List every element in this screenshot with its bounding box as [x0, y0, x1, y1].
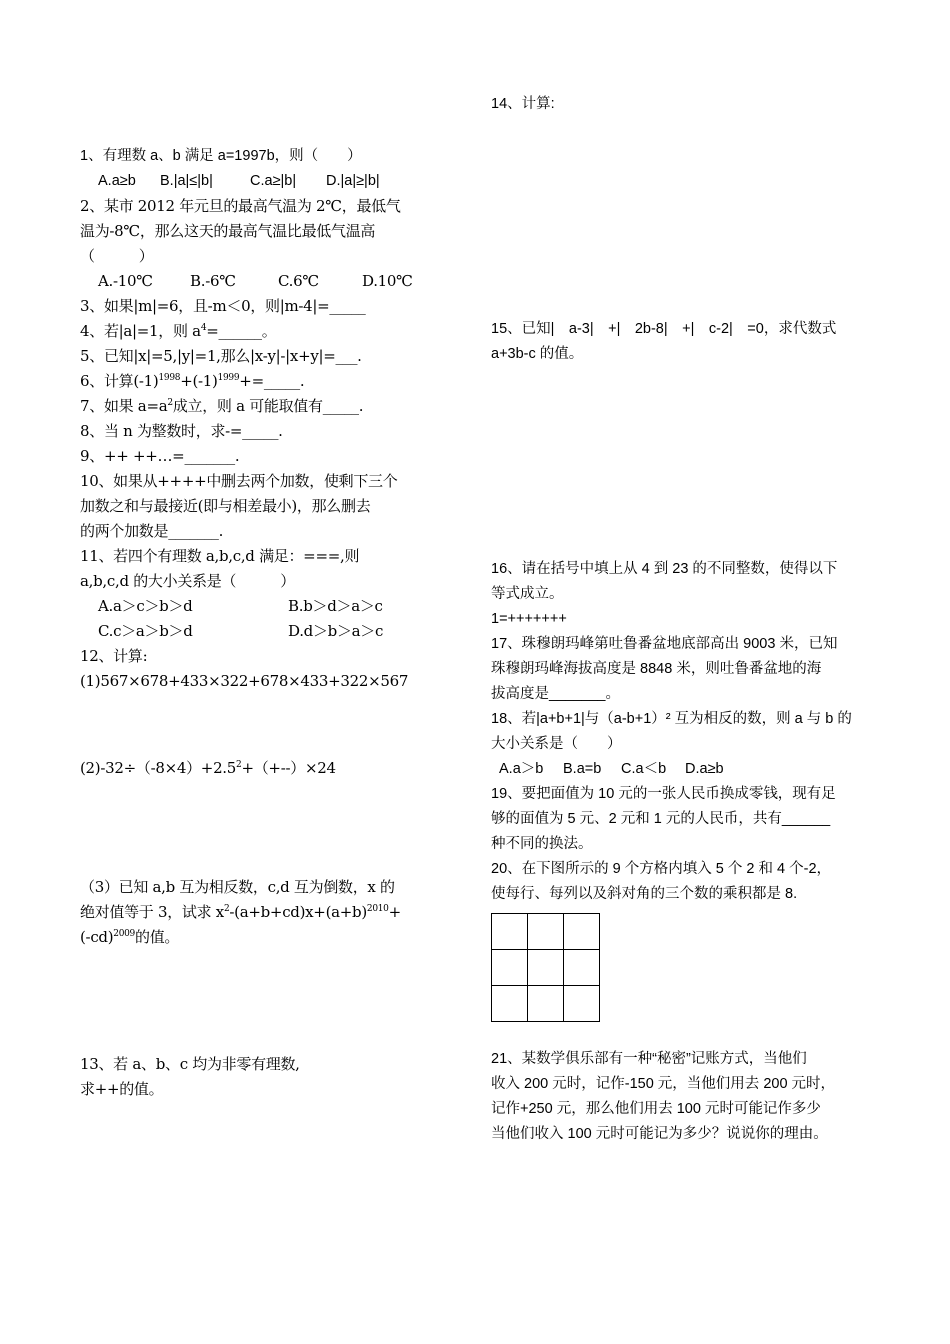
question-13-line-1: 13、若 a、b、c 均为非零有理数, [80, 1055, 300, 1073]
question-2-options [80, 269, 462, 294]
grid-cell[interactable] [492, 986, 528, 1022]
left-column [80, 144, 462, 1102]
question-2-line-2: 温为-8℃，那么这天的最高气温比最低气温高 [80, 222, 376, 240]
q18-option-c: C.a＜b [621, 761, 667, 777]
question-12-part-1: (1)567×678+433×322+678×433+322×567 [80, 672, 409, 690]
three-by-three-grid [491, 913, 600, 1022]
question-21-line-1: 21、某数学俱乐部有一种“秘密”记账方式，当他们 [491, 1051, 807, 1067]
q2-option-b: B.-6℃ [190, 272, 236, 290]
q2-option-a: A.-10℃ [98, 272, 153, 290]
q6-superscript-2: 1999 [217, 373, 240, 383]
q6-superscript-1: 1998 [158, 373, 181, 383]
question-13-line-2: 求++的值。 [80, 1080, 164, 1098]
q11-option-b: B.b＞d＞a＞c [288, 597, 383, 615]
question-2-line-1: 2、某市 2012 年元旦的最高气温为 2℃，最低气 [80, 197, 401, 215]
q11-option-d: D.d＞b＞a＞c [288, 622, 384, 640]
q18-option-d: D.a≥b [685, 761, 724, 777]
question-18-options [491, 757, 881, 782]
grid-cell[interactable] [528, 914, 564, 950]
q12-2-text-end: +（+--）×24 [241, 759, 336, 777]
grid-row [492, 986, 600, 1022]
question-10-line-3: 的两个加数是_______. [80, 522, 224, 540]
grid-cell[interactable] [492, 950, 528, 986]
question-10-line-2: 加数之和与最接近(即与相差最小)，那么删去 [80, 497, 371, 515]
question-9: 9、++ ++…=_______. [80, 447, 240, 465]
grid-cell[interactable] [492, 914, 528, 950]
q6-text-end: +=_____. [239, 372, 305, 390]
q2-option-c: C.6℃ [278, 272, 319, 290]
q11-option-c: C.c＞a＞b＞d [98, 622, 193, 640]
question-12-part-3-line-1: （3）已知 a,b 互为相反数，c,d 互为倒数，x 的 [80, 878, 395, 896]
q1-option-c: C.a≥|b| [250, 173, 297, 189]
question-15-line-2: a+3b-c 的值。 [491, 346, 584, 362]
question-12: 12、计算: [80, 647, 148, 665]
question-17-line-3: 拔高度是_______。 [491, 686, 620, 702]
q4-text-end: =______。 [206, 322, 277, 340]
question-12-part-2 [80, 756, 462, 781]
grid-row [492, 914, 600, 950]
question-17-line-2: 珠穆朗玛峰海拔高度是 8848 米，则吐鲁番盆地的海 [491, 661, 822, 677]
question-16-line-3: 1=+++++++ [491, 611, 567, 627]
q6-text: 6、计算(-1) [80, 372, 159, 390]
question-14: 14、计算: [491, 96, 555, 112]
q6-text-mid: +(-1) [180, 372, 218, 390]
question-18-line-2: 大小关系是（ ） [491, 736, 622, 752]
question-15-line-1: 15、已知| a-3| +| 2b-8| +| c-2| =0，求代数式 [491, 321, 837, 337]
q1-option-d: D.|a|≥|b| [326, 173, 380, 189]
q1-option-a: A.a≥b [98, 173, 136, 189]
q12-3-text-end: + [388, 903, 401, 921]
question-11-line-1: 11、若四个有理数 a,b,c,d 满足：===,则 [80, 547, 360, 565]
grid-cell[interactable] [528, 986, 564, 1022]
q7-text: 7、如果 a=a [80, 397, 168, 415]
question-11-options [80, 594, 462, 644]
question-12-part-3-line-3 [80, 925, 462, 950]
grid-cell[interactable] [564, 986, 600, 1022]
q12-3-superscript-1: 2 [223, 904, 230, 914]
q12-3-superscript-2: 2010 [366, 904, 389, 914]
q11-option-a: A.a＞c＞b＞d [98, 597, 193, 615]
question-4 [80, 319, 462, 344]
question-19-line-2: 够的面值为 5 元、2 元和 1 元的人民币，共有______ [491, 811, 831, 827]
question-8: 8、当 n 为整数时，求-=_____. [80, 422, 283, 440]
question-6 [80, 369, 462, 394]
q12-2-superscript: 2 [236, 760, 242, 770]
question-3: 3、如果|m|=6，且-m＜0，则|m-4|=_____ [80, 297, 366, 315]
question-5: 5、已知|x|=5,|y|=1,那么|x-y|-|x+y|=___. [80, 347, 362, 365]
question-7 [80, 394, 462, 419]
q1-option-b: B.|a|≤|b| [160, 173, 213, 189]
question-20-line-2: 使每行、每列以及斜对角的三个数的乘积都是 8. [491, 886, 798, 902]
question-1-options [80, 169, 462, 194]
right-column [491, 92, 881, 1147]
question-16-line-2: 等式成立。 [491, 586, 564, 602]
question-18-line-1: 18、若|a+b+1|与（a-b+1）² 互为相反的数，则 a 与 b 的 [491, 711, 852, 727]
question-11-line-2: a,b,c,d 的大小关系是（ ） [80, 572, 295, 590]
q7-text-end: 成立，则 a 可能取值有_____. [172, 397, 364, 415]
q7-superscript: 2 [167, 398, 173, 408]
question-12-part-3-line-2 [80, 900, 462, 925]
question-21-line-2: 收入 200 元时，记作-150 元，当他们用去 200 元时， [491, 1076, 836, 1092]
q12-3-line3-text: (-cd) [80, 928, 114, 946]
q12-3-line3-text-end: 的值。 [135, 928, 180, 946]
q4-text: 4、若|a|=1，则 a [80, 322, 201, 340]
q18-option-a: A.a＞b [499, 761, 544, 777]
grid-cell[interactable] [564, 914, 600, 950]
q12-3-text: 绝对值等于 3，试求 x [80, 903, 224, 921]
question-20-line-1: 20、在下图所示的 9 个方格内填入 5 个 2 和 4 个-2， [491, 861, 832, 877]
q12-2-text: (2)-32÷（-8×4）+2.5 [80, 759, 237, 777]
question-1: 1、有理数 a、b 满足 a=1997b，则（ ） [80, 148, 362, 164]
question-21-line-4: 当他们收入 100 元时可能记为多少？说说你的理由。 [491, 1126, 828, 1142]
q12-3-superscript-3: 2009 [113, 929, 135, 939]
grid-cell[interactable] [564, 950, 600, 986]
question-19-line-3: 种不同的换法。 [491, 836, 593, 852]
question-10-line-1: 10、如果从++++中删去两个加数，使剩下三个 [80, 472, 398, 490]
q2-option-d: D.10℃ [362, 272, 413, 290]
question-19-line-1: 19、要把面值为 10 元的一张人民币换成零钱，现有足 [491, 786, 836, 802]
q4-superscript: 4 [200, 323, 207, 333]
q18-option-b: B.a=b [563, 761, 602, 777]
question-17-line-1: 17、珠穆朗玛峰第吐鲁番盆地底部高出 9003 米，已知 [491, 636, 838, 652]
grid-row [492, 950, 600, 986]
question-2-line-3: （ ） [80, 247, 154, 265]
q12-3-text-mid: -(a+b+cd)x+(a+b) [229, 903, 367, 921]
question-21-line-3: 记作+250 元，那么他们用去 100 元时可能记作多少 [491, 1101, 821, 1117]
question-16-line-1: 16、请在括号中填上从 4 到 23 的不同整数，使得以下 [491, 561, 838, 577]
grid-cell[interactable] [528, 950, 564, 986]
